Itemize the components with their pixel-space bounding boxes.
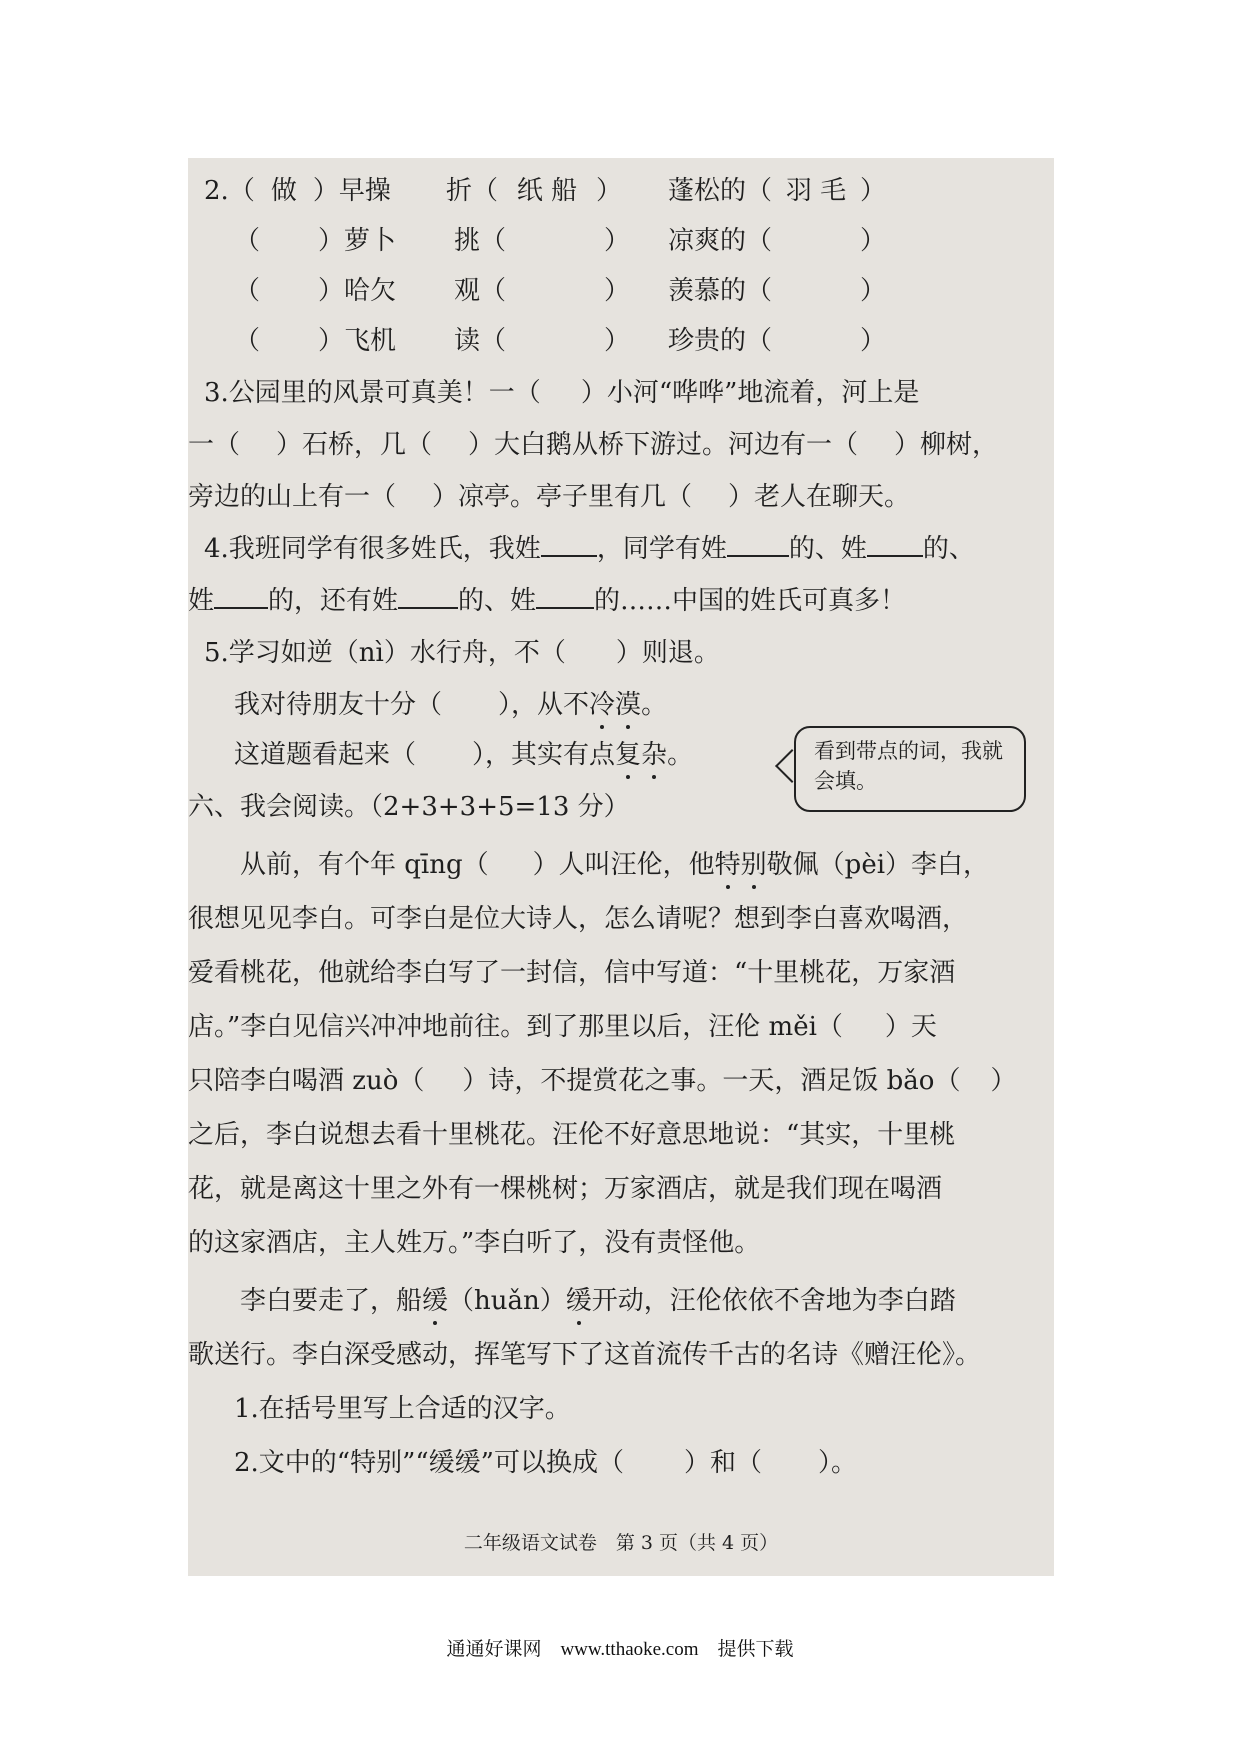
q3-text: 一（ — [188, 430, 241, 460]
hint-speech-bubble — [794, 726, 1026, 812]
passage-line: 很想见见李白。可李白是位大诗人，怎么请呢？想到李白喜欢喝酒， — [188, 904, 969, 934]
q5-text: 。 — [641, 690, 668, 720]
q2-row-4: （ ）飞机 — [234, 326, 397, 356]
q3-line-1 — [204, 376, 919, 410]
q5-text: 我对待朋友十分（ — [234, 690, 443, 720]
sub-question-text: ）。 — [818, 1448, 858, 1478]
q4-text: ，同学有姓 — [596, 534, 727, 564]
q4-text: 4.我班同学有很多姓氏，我姓 — [204, 534, 541, 564]
dotted-char: 缓 — [422, 1286, 449, 1316]
q2-verb: 折 — [446, 176, 473, 206]
sub-question-text: ）和（ — [683, 1448, 762, 1478]
q2-adjective: 蓬松的 — [668, 176, 747, 206]
q2-adjective: 珍贵的 — [668, 326, 747, 356]
q2-adj-col-row-3: 羡慕的（ ） — [668, 276, 887, 306]
q2-adj-col-row-4: 珍贵的（ ） — [668, 326, 887, 356]
passage-line: 的这家酒店，主人姓万。”李白听了，没有责怪他。 — [188, 1228, 761, 1258]
q2-object: 飞机 — [344, 326, 397, 356]
q4-line-1 — [204, 532, 975, 566]
scanned-exam-page — [188, 158, 1054, 1576]
q2-answer: 纸 船 — [516, 176, 578, 206]
q3-line-3 — [188, 480, 910, 514]
passage-line: 之后，李白说想去看十里桃花。汪伦不好意思地说：“其实，十里桃 — [188, 1120, 956, 1150]
sub-question-2 — [234, 1446, 857, 1480]
q4-blank[interactable] — [541, 533, 597, 557]
q5-line-2 — [234, 688, 667, 722]
dotted-char: 别 — [740, 850, 767, 880]
dotted-char: 杂 — [641, 740, 668, 770]
passage-text: 开动，汪伦依依不舍地为李白踏 — [591, 1286, 956, 1316]
passage-line — [188, 1010, 937, 1044]
q4-blank[interactable] — [398, 585, 458, 609]
q2-verb-col-row-1: 折（ 纸 船 ） — [446, 176, 623, 206]
passage-text: 从前，有个年 qīng（ — [240, 850, 489, 880]
q5-text: 这道题看起来（ — [234, 740, 417, 770]
q4-text: 的、 — [922, 534, 975, 564]
passage-text: ）人叫汪伦，他 — [532, 850, 715, 880]
q4-line-2 — [188, 584, 906, 618]
download-credit: 通通好课网 www.tthaoke.com 提供下载 — [446, 1639, 794, 1660]
passage-text: ）天 — [884, 1012, 937, 1042]
passage-text: 敬佩（pèi）李白， — [766, 850, 990, 880]
q2-adj-col-row-1: 蓬松的（ 羽 毛 ） — [668, 176, 887, 206]
q4-text: 姓 — [188, 586, 215, 616]
q3-text: ）小河“哗哗”地流着，河上是 — [580, 378, 920, 408]
q2-verb: 读 — [454, 326, 481, 356]
passage-text: 只陪李白喝酒 zuò（ — [188, 1066, 425, 1096]
q5-text: 。 — [667, 740, 694, 770]
q2-object: 萝卜 — [344, 226, 397, 256]
q4-blank[interactable] — [214, 585, 268, 609]
q2-answer: 做 — [270, 176, 297, 206]
sub-question-1: 1.在括号里写上合适的汉字。 — [234, 1394, 571, 1424]
q2-answer: 羽 毛 — [785, 176, 847, 206]
q2-object: 哈欠 — [344, 276, 397, 306]
hint-text: 看到带点的词，我就会填。 — [814, 739, 1003, 793]
dotted-char: 漠 — [615, 690, 642, 720]
q3-text: ）老人在聊天。 — [728, 482, 911, 512]
q5-text: ），其实有点 — [472, 740, 616, 770]
passage-line — [188, 1064, 1016, 1098]
q3-text: ）石桥，几（ — [276, 430, 433, 460]
q2-adjective: 羡慕的 — [668, 276, 747, 306]
q4-text: 的……中国的姓氏可真多！ — [594, 586, 907, 616]
q4-text: 的、姓 — [458, 586, 537, 616]
q3-text: 旁边的山上有一（ — [188, 482, 397, 512]
passage-line: 爱看桃花，他就给李白写了一封信，信中写道：“十里桃花，万家酒 — [188, 958, 956, 988]
q5-text: 5.学习如逆（nì）水行舟，不（ — [204, 638, 566, 668]
q5-line-1 — [204, 636, 720, 670]
q4-text: 的、姓 — [788, 534, 867, 564]
passage-text: 店。”李白见信兴冲冲地前往。到了那里以后，汪伦 měi（ — [188, 1012, 843, 1042]
q2-verb-col-row-2: 挑（ ） — [454, 226, 631, 256]
q2-verb-col-row-4: 读（ ） — [454, 326, 631, 356]
q2-object: 早操 — [338, 176, 391, 206]
q2-verb: 观 — [454, 276, 481, 306]
q2-adjective: 凉爽的 — [668, 226, 747, 256]
q2-verb-col-row-3: 观（ ） — [454, 276, 631, 306]
q5-line-3 — [234, 738, 693, 772]
q4-blank[interactable] — [536, 585, 594, 609]
passage-line: 花，就是离这十里之外有一棵桃树；万家酒店，就是我们现在喝酒 — [188, 1174, 943, 1204]
q4-text: 的，还有姓 — [268, 586, 399, 616]
dotted-char: 复 — [615, 740, 642, 770]
passage-line: 歌送行。李白深受感动，挥笔写下了这首流传千古的名诗《赠汪伦》。 — [188, 1340, 982, 1370]
q3-line-2 — [188, 428, 998, 462]
passage-text: ）诗，不提赏花之事。一天，酒足饭 bǎo（ — [462, 1066, 961, 1096]
q2-row-1: 2.（ 做 ）早操 — [204, 176, 391, 206]
q4-blank[interactable] — [867, 533, 923, 557]
q2-verb: 挑 — [454, 226, 481, 256]
page-footer: 二年级语文试卷 第 3 页（共 4 页） — [463, 1532, 779, 1554]
q2-adj-col-row-2: 凉爽的（ ） — [668, 226, 887, 256]
dotted-char: 冷 — [589, 690, 616, 720]
q2-row-3: （ ）哈欠 — [234, 276, 397, 306]
q5-text: ），从不 — [498, 690, 590, 720]
q2-row-2: （ ）萝卜 — [234, 226, 397, 256]
passage-line — [240, 1284, 956, 1318]
dotted-char: 特 — [714, 850, 741, 880]
dotted-char: 缓 — [565, 1286, 592, 1316]
q3-text: ）凉亭。亭子里有几（ — [432, 482, 693, 512]
q3-text: 3.公园里的风景可真美！一（ — [204, 378, 541, 408]
passage-text: ） — [990, 1066, 1017, 1096]
passage-line — [240, 848, 989, 882]
q2-number: 2. — [204, 176, 229, 206]
q3-text: ）大白鹅从桥下游过。河边有一（ — [468, 430, 859, 460]
passage-text: （huǎn） — [448, 1286, 566, 1316]
q4-blank[interactable] — [727, 533, 789, 557]
q5-text: ）则退。 — [615, 638, 720, 668]
section-6-heading: 六、我会阅读。（2+3+3+5=13 分） — [188, 792, 630, 822]
sub-question-text: 2.文中的“特别”“缓缓”可以换成（ — [234, 1448, 624, 1478]
passage-text: 李白要走了，船 — [240, 1286, 423, 1316]
q3-text: ）柳树， — [894, 430, 999, 460]
